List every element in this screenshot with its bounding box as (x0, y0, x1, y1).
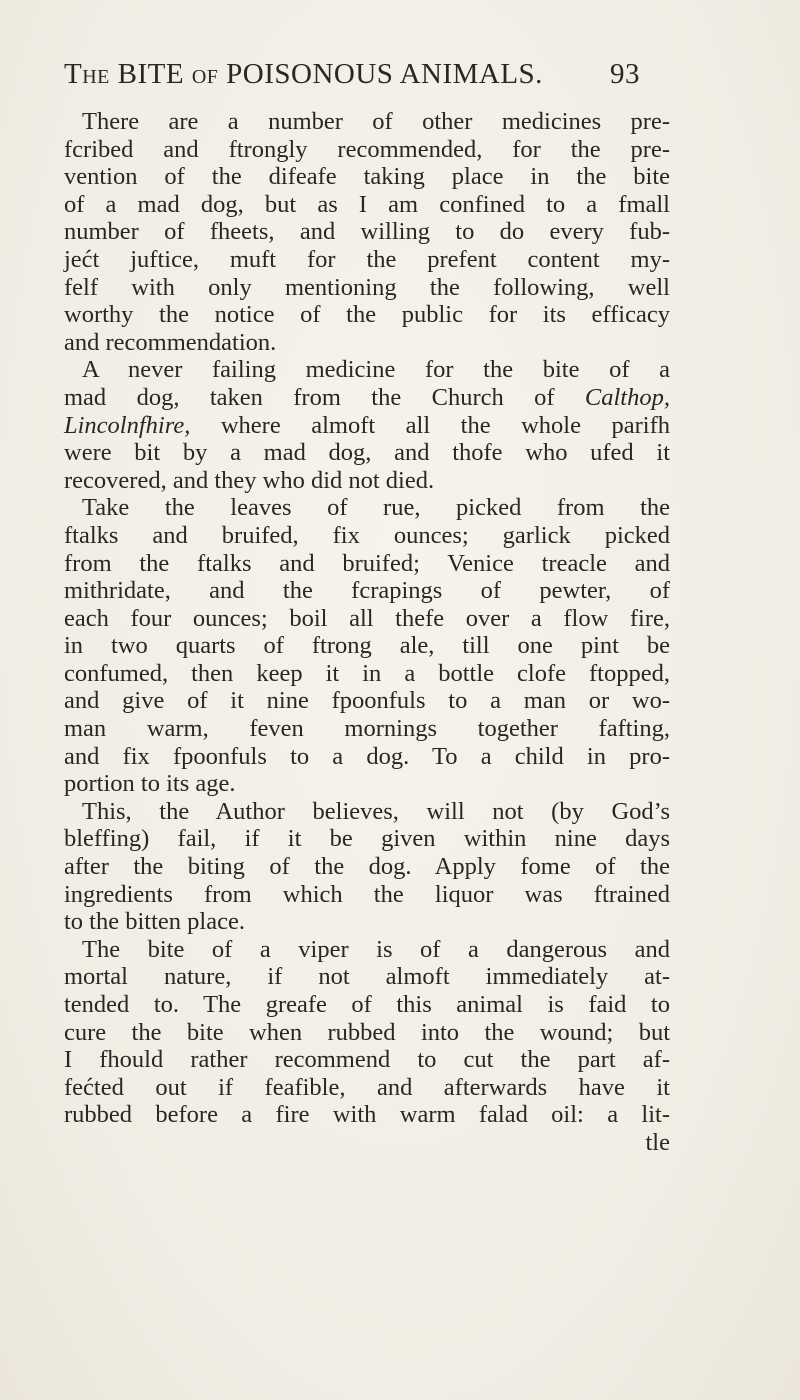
line-text: Take the leaves of rue, picked from the (82, 494, 670, 522)
text-line (64, 991, 670, 1019)
text-line (64, 274, 670, 302)
text-line (64, 853, 670, 881)
text-line (64, 218, 670, 246)
text-line (64, 412, 670, 440)
line-text: cure the bite when rubbed into the wound; but (64, 1018, 670, 1046)
running-header (64, 58, 664, 91)
line-text: mortal nature, if not almoft immediately at- (64, 963, 670, 991)
line-text: man warm, feven mornings together fafting, (64, 715, 670, 743)
line-text: There are a number of other medicines pre- (82, 108, 670, 135)
line-text: in two quarts of ftrong ale, till one pint be (64, 632, 670, 660)
text-line (64, 715, 670, 743)
page-number: 93 (610, 58, 640, 90)
text-line (64, 1074, 670, 1102)
text-line (64, 770, 670, 798)
line-text: portion to its age. (64, 770, 236, 798)
line-text: worthy the notice of the public for its efficacy (64, 301, 670, 329)
italic-text: Calthop, (584, 383, 670, 411)
line-text: fećted out if feafible, and afterwards have it (64, 1073, 670, 1101)
line-text: were bit by a mad dog, and thofe who ufed it (64, 439, 670, 467)
text-line (64, 246, 670, 274)
line-text: each four ounces; boil all thefe over a flow fire, (64, 604, 670, 632)
line-text: rubbed before a fire with warm falad oil: a lit- (64, 1101, 670, 1129)
text-line (64, 329, 670, 357)
line-text: fcribed and ftrongly recommended, for the pre- (64, 135, 670, 163)
line-text: number of fheets, and willing to do every fub- (64, 218, 670, 246)
body-text (64, 108, 670, 1157)
line-text: mithridate, and the fcrapings of pewter, of (64, 577, 670, 605)
text-line (64, 825, 670, 853)
text-line (64, 522, 670, 550)
line-text: I fhould rather recommend to cut the part af- (64, 1046, 670, 1074)
text-line (64, 881, 670, 909)
line-text: jećt juftice, muft for the prefent content my- (64, 245, 670, 273)
text-line (64, 191, 670, 219)
text-line (64, 439, 670, 467)
line-text: This, the Author believes, will not (by God’s (82, 797, 670, 825)
line-text: vention of the difeafe taking place in the bite (64, 163, 670, 191)
text-line (64, 908, 670, 936)
line-text: confumed, then keep it in a bottle clofe ftopped, (64, 659, 670, 687)
header-title-part: OF (191, 66, 219, 88)
header-title (64, 58, 543, 90)
text-line (64, 1019, 670, 1047)
line-text: of a mad dog, but as I am confined to a fmall (64, 190, 670, 218)
text-line (64, 1046, 670, 1074)
text-line (64, 687, 670, 715)
line-text: felf with only mentioning the following, well (64, 273, 670, 301)
line-text: tended to. The greafe of this animal is faid to (64, 991, 670, 1018)
text-line (64, 467, 670, 495)
line-text: where almoft all the whole parifh (190, 411, 670, 439)
text-line (64, 384, 670, 412)
line-text: The bite of a viper is of a dangerous and (82, 935, 670, 963)
header-title-part: POISONOUS ANIMALS. (218, 58, 543, 90)
italic-text: Lincolnfhire, (64, 411, 191, 439)
line-text: ingredients from which the liquor was ftrained (64, 880, 670, 908)
text-line (64, 577, 670, 605)
text-line (64, 163, 670, 191)
line-text: ftalks and bruifed, fix ounces; garlick picked (64, 521, 670, 549)
line-text: mad dog, taken from the Church of (64, 383, 585, 411)
text-line (64, 301, 670, 329)
line-text: A never failing medicine for the bite of a (82, 356, 670, 384)
line-text: from the ftalks and bruifed; Venice treacle and (64, 549, 670, 577)
line-text: and give of it nine fpoonfuls to a man or wo- (64, 687, 670, 715)
line-text: after the biting of the dog. Apply fome of the (64, 853, 670, 881)
text-line (64, 1101, 670, 1129)
line-text: recovered, and they who did not died. (64, 466, 435, 494)
line-text: to the bitten place. (64, 908, 245, 936)
header-title-part: BITE (109, 58, 192, 90)
text-line (64, 632, 670, 660)
text-line (64, 550, 670, 578)
text-line (64, 660, 670, 688)
text-line (64, 136, 670, 164)
text-line (64, 743, 670, 771)
text-line (64, 936, 670, 964)
text-line (64, 108, 670, 136)
header-title-part: T (64, 58, 83, 90)
catchword: tle (645, 1128, 670, 1156)
text-line (64, 963, 670, 991)
text-line (64, 494, 670, 522)
text-line (64, 356, 670, 384)
line-text: and fix fpoonfuls to a dog. To a child in pro- (64, 742, 670, 770)
text-line (64, 798, 670, 826)
line-text: bleffing) fail, if it be given within nine days (64, 825, 670, 853)
header-title-part: HE (82, 66, 110, 88)
line-text: and recommendation. (64, 328, 277, 356)
text-line (64, 605, 670, 633)
